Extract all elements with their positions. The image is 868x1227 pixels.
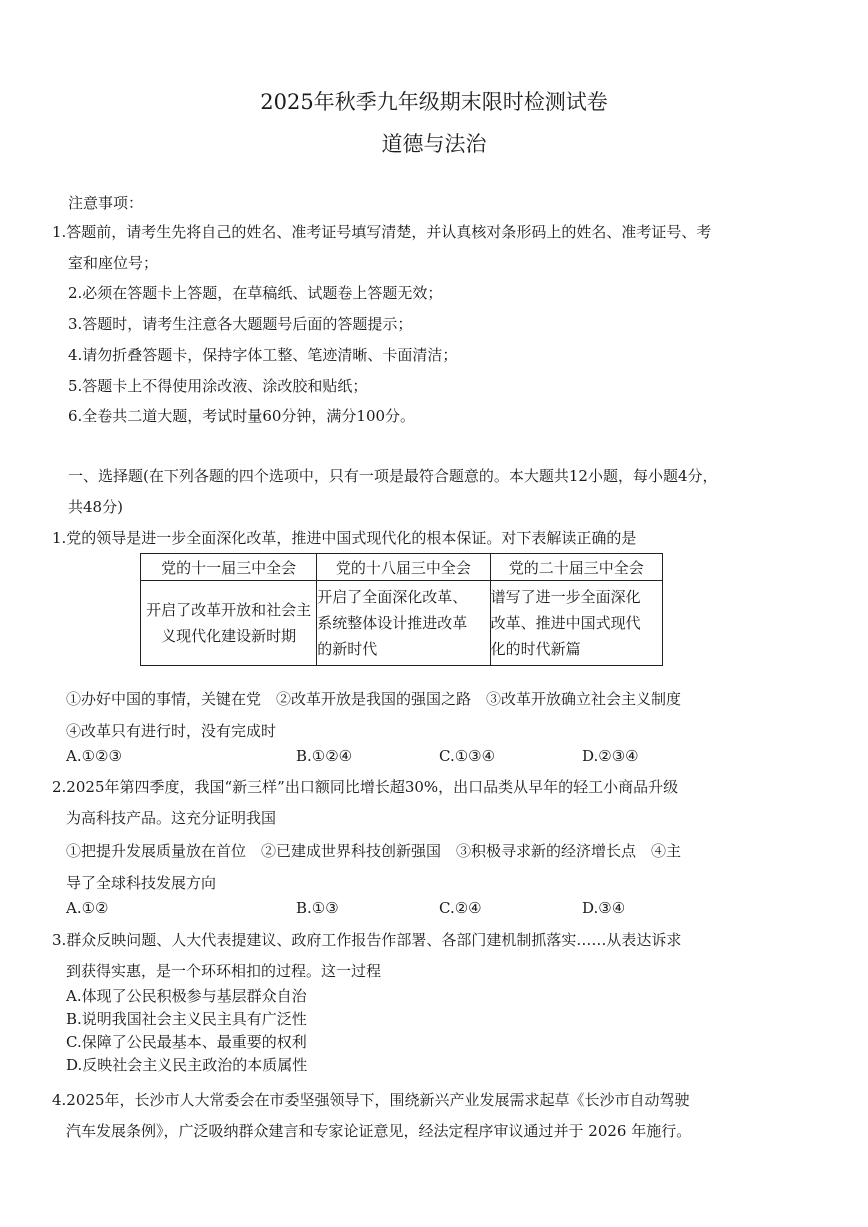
q2-statements: ①把提升发展质量放在首位 ②已建成世界科技创新强国 ③积极寻求新的经济增长点 ④主 <box>66 842 682 860</box>
option-d[interactable]: D.③④ <box>582 899 626 917</box>
notes-item: 4.请勿折叠答题卡，保持字体工整、笔迹清晰、卡面清洁； <box>68 346 458 364</box>
q3-stem: 3.群众反映问题、人大代表提建议、政府工作报告作部署、各部门建机制抓落实……从表达诉求 <box>52 931 682 949</box>
table-header-cell: 党的二十届三中全会 <box>490 554 662 581</box>
table-cell-line: 开启了全面深化改革、 <box>317 588 468 606</box>
table-cell-line: 义现代化建设新时期 <box>161 627 297 645</box>
notes-item: 3.答题时，请考生注意各大题题号后面的答题提示； <box>68 315 413 333</box>
table-cell-line: 系统整体设计推进改革 <box>317 614 468 632</box>
table-cell <box>141 581 317 666</box>
q2-stem: 2.2025年第四季度，我国“新三样”出口额同比增长超30%，出口品类从早年的轻工小商品升级 <box>52 778 679 796</box>
option-c[interactable]: C.②④ <box>439 899 482 917</box>
notes-item: 5.答题卡上不得使用涂改液、涂改胶和贴纸； <box>68 377 368 395</box>
q1-table <box>140 553 663 666</box>
option-a[interactable]: A.体现了公民积极参与基层群众自治 <box>66 987 307 1005</box>
option-b[interactable]: B.①②④ <box>296 747 353 765</box>
q2-statements-cont: 导了全球科技发展方向 <box>66 874 217 892</box>
q4-stem: 4.2025年，长沙市人大常委会在市委坚强领导下，围绕新兴产业发展需求起草《长沙市自动驾驶 <box>52 1091 690 1109</box>
table-cell-line: 开启了改革开放和社会主 <box>146 601 312 619</box>
option-a[interactable]: A.①② <box>66 899 109 917</box>
table-cell-line: 谱写了进一步全面深化 <box>490 588 641 606</box>
option-d[interactable]: D.反映社会主义民主政治的本质属性 <box>66 1056 308 1074</box>
table-header-cell: 党的十一届三中全会 <box>141 554 317 581</box>
q2-options <box>0 898 868 918</box>
option-a[interactable]: A.①②③ <box>66 747 122 765</box>
q1-stem: 1.党的领导是进一步全面深化改革，推进中国式现代化的根本保证。对下表解读正确的是 <box>52 529 637 547</box>
notes-item: 2.必须在答题卡上答题，在草稿纸、试题卷上答题无效； <box>68 284 443 302</box>
q2-stem-cont: 为高科技产品。这充分证明我国 <box>66 809 277 827</box>
table-header-cell: 党的十八届三中全会 <box>317 554 490 581</box>
option-c[interactable]: C.①③④ <box>439 747 496 765</box>
q1-statements-cont: ④改革只有进行时，没有完成时 <box>66 722 277 740</box>
q1-options <box>0 746 868 766</box>
notes-item: 6.全卷共二道大题，考试时量60分钟，满分100分。 <box>68 407 416 425</box>
exam-title: 2025年秋季九年级期末限时检测试卷 <box>260 90 608 114</box>
q1-statements: ①办好中国的事情，关键在党 ②改革开放是我国的强国之路 ③改革开放确立社会主义制度 <box>66 690 682 708</box>
notes-item: 室和座位号； <box>68 254 159 272</box>
q4-stem-cont: 汽车发展条例》，广泛吸纳群众建言和专家论证意见，经法定程序审议通过并于 2026 年施行。 <box>66 1122 692 1140</box>
table-cell-line: 改革、推进中国式现代 <box>490 614 641 632</box>
option-d[interactable]: D.②③④ <box>582 747 639 765</box>
table-cell-line: 的新时代 <box>317 640 378 658</box>
q3-stem-cont: 到获得实惠，是一个环环相扣的过程。这一过程 <box>66 962 382 980</box>
option-b[interactable]: B.①③ <box>296 899 339 917</box>
section-heading: 一、选择题(在下列各题的四个选项中，只有一项是最符合题意的。本大题共12小题，每小题4分， <box>68 467 718 485</box>
notes-item: 1.答题前，请考生先将自己的姓名、准考证号填写清楚，并认真核对条形码上的姓名、准考证号、考 <box>52 223 712 241</box>
table-cell <box>317 581 490 666</box>
option-c[interactable]: C.保障了公民最基本、最重要的权利 <box>66 1033 307 1051</box>
exam-subject: 道德与法治 <box>381 132 487 156</box>
section-heading-cont: 共48分) <box>68 498 123 516</box>
option-b[interactable]: B.说明我国社会主义民主具有广泛性 <box>66 1010 307 1028</box>
table-cell-line: 化的时代新篇 <box>490 640 581 658</box>
notes-heading: 注意事项： <box>68 194 144 212</box>
table-cell <box>490 581 662 666</box>
